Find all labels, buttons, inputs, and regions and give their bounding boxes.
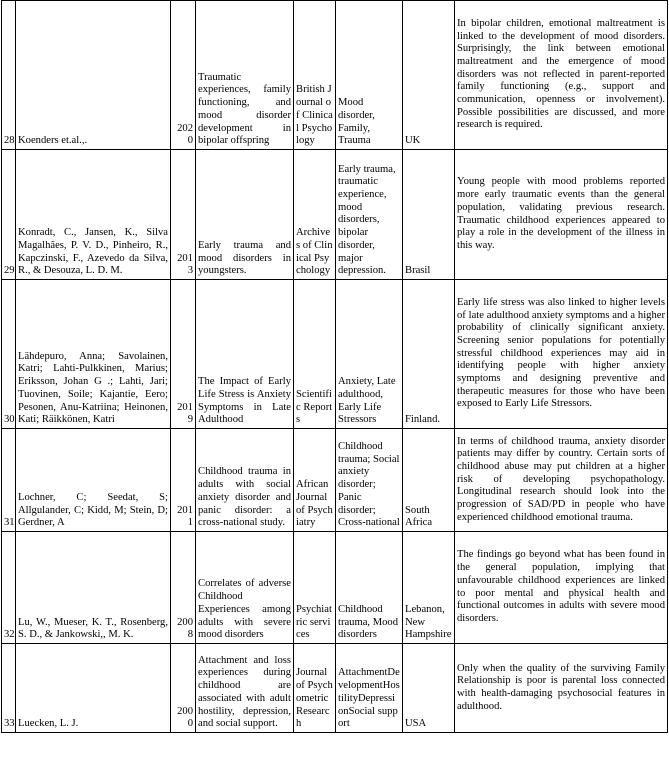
keywords-cell: Early trauma, traumatic experience, mood disorders, bipolar disorder, major depression. <box>336 150 403 280</box>
table-row <box>2 532 668 644</box>
table-row <box>2 644 668 733</box>
country-cell: South Africa <box>403 429 455 532</box>
row-number: 32 <box>2 532 16 644</box>
title-cell: Childhood trauma in adults with social anxiety disorder and panic disorder: a cross-national study. <box>196 429 294 532</box>
keywords-cell: AttachmentDevelopmentHostilityDepressionSocial support <box>336 644 403 733</box>
title-cell: The Impact of Early Life Stress is Anxiety Symptoms in Late Adulthood <box>196 280 294 429</box>
findings-cell: In bipolar children, emotional maltreatment is linked to the development of mood disorders. Surprisingly, the link between emotional maltreatment and the emergence of mood disorders was not reflected in parent-reported family functioning (e.g., support and communication, openness or involvement). Possible possibilities are discussed, and more research is required. <box>455 1 668 150</box>
year-cell: 2011 <box>171 429 196 532</box>
country-cell: Brasil <box>403 150 455 280</box>
title-cell: Early trauma and mood disorders in youngsters. <box>196 150 294 280</box>
authors-cell: Luecken, L. J. <box>16 644 171 733</box>
keywords-cell: Mood disorder, Family, Trauma <box>336 1 403 150</box>
year-cell: 2013 <box>171 150 196 280</box>
journal-cell: Archives of Clinical Psychology <box>294 150 336 280</box>
row-number: 30 <box>2 280 16 429</box>
findings-cell: In terms of childhood trauma, anxiety disorder patients may differ by country. Certain sorts of childhood abuse may put children at a higher risk of developing psychopathology. Longitudinal research should look into the progression of SAD/PD in people who have experienced childhood emotional trauma. <box>455 429 668 532</box>
title-cell: Correlates of adverse Childhood Experiences among adults with severe mood disorders <box>196 532 294 644</box>
title-cell: Traumatic experiences, family functioning, and mood disorder development in bipolar offspring <box>196 1 294 150</box>
journal-cell: Journal of Psychometric Research <box>294 644 336 733</box>
authors-cell: Lähdepuro, Anna; Savolainen, Katri; Lahti-Pulkkinen, Marius; Eriksson, Johan G .; Lahti, Jari; Tuovinen, Soile; Kajantie, Eero; Pesonen, Anu-Katriina; Heinonen, Kati; Räikkönen, Katri <box>16 280 171 429</box>
keywords-cell: Childhood trauma, Mood disorders <box>336 532 403 644</box>
country-cell: USA <box>403 644 455 733</box>
title-cell: Attachment and loss experiences during childhood are associated with adult hostility, depression, and social support. <box>196 644 294 733</box>
journal-cell: British Journal of Clinical Psychology <box>294 1 336 150</box>
journal-cell: African Journal of Psychiatry <box>294 429 336 532</box>
findings-cell: The findings go beyond what has been found in the general population, implying that unfavourable childhood experiences are linked to poor mental and physical health and functional outcomes in adults with severe mood disorders. <box>455 532 668 644</box>
findings-cell: Early life stress was also linked to higher levels of late adulthood anxiety symptoms and a higher probability of clinically significant anxiety. Screening senior populations for potentially stressful childhood experiences may aid in identifying people with higher anxiety symptoms and designing preventive and therapeutic measures for those who have been exposed to Early Life Stressors. <box>455 280 668 429</box>
country-cell: Lebanon, New Hampshire <box>403 532 455 644</box>
row-number: 28 <box>2 1 16 150</box>
year-cell: 2020 <box>171 1 196 150</box>
year-cell: 2019 <box>171 280 196 429</box>
year-cell: 2008 <box>171 532 196 644</box>
table-row <box>2 280 668 429</box>
keywords-cell: Anxiety, Late adulthood, Early Life Stressors <box>336 280 403 429</box>
table-row <box>2 1 668 150</box>
table-row <box>2 150 668 280</box>
authors-cell: Lochner, C; Seedat, S; Allgulander, C; Kidd, M; Stein, D; Gerdner, A <box>16 429 171 532</box>
table-row <box>2 429 668 532</box>
authors-cell: Koenders et.al.,. <box>16 1 171 150</box>
findings-cell: Only when the quality of the surviving Family Relationship is poor is parental loss connected with health-damaging psychosocial features in adulthood. <box>455 644 668 733</box>
row-number: 29 <box>2 150 16 280</box>
row-number: 31 <box>2 429 16 532</box>
literature-review-table <box>1 0 668 733</box>
country-cell: UK <box>403 1 455 150</box>
authors-cell: Konradt, C., Jansen, K., Silva Magalhães, P. V. D., Pinheiro, R., Kapczinski, F., Azevedo da Silva, R., & Desouza, L. D. M. <box>16 150 171 280</box>
year-cell: 2000 <box>171 644 196 733</box>
journal-cell: Scientific Reports <box>294 280 336 429</box>
journal-cell: Psychiatric services <box>294 532 336 644</box>
findings-cell: Young people with mood problems reported more early traumatic events than the general population, validating previous research. Traumatic childhood experiences appeared to play a role in the development of the illness in this way. <box>455 150 668 280</box>
keywords-cell: Childhood trauma; Social anxiety disorder; Panic disorder; Cross-national <box>336 429 403 532</box>
row-number: 33 <box>2 644 16 733</box>
authors-cell: Lu, W., Mueser, K. T., Rosenberg, S. D., & Jankowski,, M. K. <box>16 532 171 644</box>
country-cell: Finland. <box>403 280 455 429</box>
